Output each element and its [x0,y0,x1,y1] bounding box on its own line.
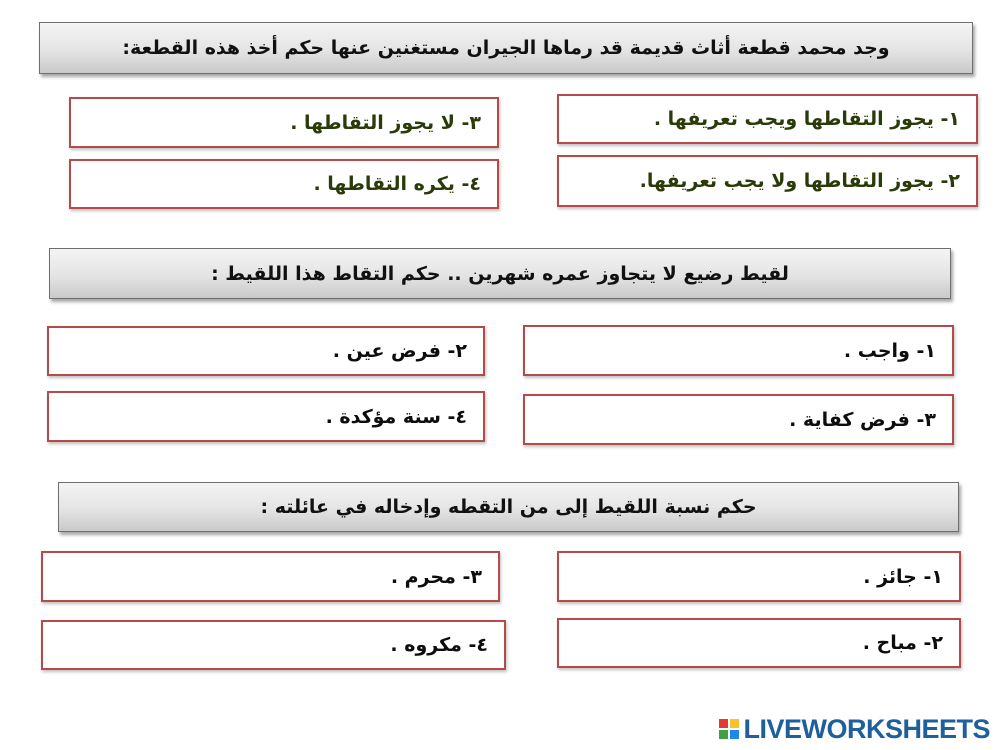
q2-option-2-label: ٢- فرض عين . [332,340,467,362]
q1-option-2[interactable] [557,155,978,207]
liveworksheets-logo[interactable] [719,712,990,746]
q2-option-2[interactable] [47,326,485,376]
question-2-text: لقيط رضيع لا يتجاوز عمره شهرين .. حكم التقاط هذا اللقيط : [211,262,789,285]
question-2-prompt [49,248,951,299]
q1-option-3-label: ٣- لا يجوز التقاطها . [290,111,481,134]
q2-option-1-label: ١- واجب . [843,339,936,362]
q3-option-1[interactable] [557,551,961,602]
q1-option-1-label: ١- يجوز التقاطها ويجب تعريفها . [653,108,960,130]
question-3-text: حكم نسبة اللقيط إلى من التقطه وإدخاله في عائلته : [260,496,757,518]
liveworksheets-logo-icon [719,719,739,739]
question-1-text: وجد محمد قطعة أثاث قديمة قد رماها الجيران مستغنين عنها حكم أخذ هذه القطعة: [122,37,890,59]
q2-option-4[interactable] [47,391,485,442]
q3-option-3[interactable] [41,551,500,602]
question-3-prompt [58,482,959,532]
brand-name: LIVEWORKSHEETS [743,713,990,744]
q3-option-3-label: ٣- محرم . [390,565,482,588]
q2-option-1[interactable] [523,325,954,376]
q3-option-4[interactable] [41,620,506,670]
q3-option-1-label: ١- جائز . [863,565,943,588]
q3-option-4-label: ٤- مكروه . [390,634,488,656]
q3-option-2[interactable] [557,618,961,668]
q1-option-1[interactable] [557,94,978,144]
q1-option-4[interactable] [69,159,499,209]
q3-option-2-label: ٢- مباح . [862,632,943,654]
q1-option-2-label: ٢- يجوز التقاطها ولا يجب تعريفها. [639,170,960,192]
q2-option-4-label: ٤- سنة مؤكدة . [325,405,467,428]
q1-option-3[interactable] [69,97,499,148]
q2-option-3-label: ٣- فرض كفاية . [789,408,936,431]
q2-option-3[interactable] [523,394,954,445]
q1-option-4-label: ٤- يكره التقاطها . [313,173,481,195]
question-1-prompt [39,22,973,74]
